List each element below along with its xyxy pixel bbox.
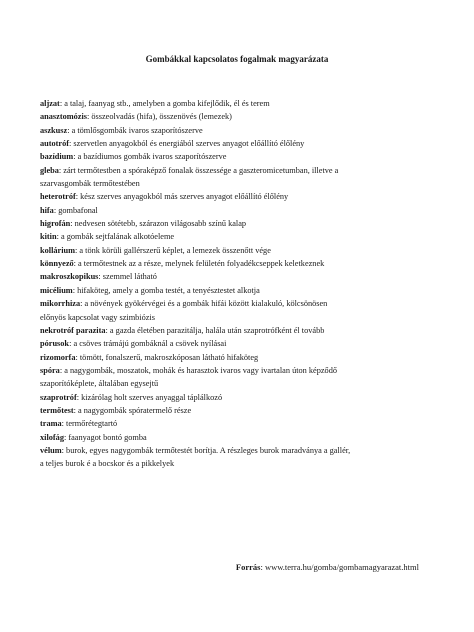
glossary-definition: a teljes burok é a bocskor és a pikkelyek [40, 459, 175, 469]
glossary-definition: : zárt termőtestben a spóraképző fonalak összessége a gaszteromicetumban, illetve a [58, 165, 339, 175]
glossary-term: szaprotróf [40, 392, 77, 402]
glossary-term: gleba [40, 165, 59, 175]
glossary-definition: : összeolvadás (hifa), összenövés (lemezek) [87, 112, 232, 122]
glossary-term: aszkusz [40, 125, 68, 135]
glossary-term: pórusok [40, 339, 70, 349]
glossary-definition: : a gombák sejtfalának alkotóeleme [56, 232, 175, 242]
glossary-entry [40, 351, 450, 364]
document-title: Gombákkal kapcsolatos fogalmak magyarázata [145, 54, 329, 64]
glossary-definition: : termőrétegtartó [61, 419, 118, 429]
glossary-definition: : a nagygombák spóratermelő része [73, 405, 192, 415]
glossary-definition: : a tömlősgombák ivaros szaporítószerve [67, 125, 203, 135]
glossary-definition: : burok, egyes nagygombák termőtestét borítja. A részleges burok maradványa a gallér, [61, 445, 351, 455]
glossary-term: könnyező [40, 259, 74, 269]
glossary-entry [40, 297, 450, 310]
glossary-entry [40, 270, 450, 283]
glossary-entry [40, 110, 450, 123]
glossary-definition: : faanyagot bontó gomba [63, 432, 147, 442]
glossary-entry [40, 217, 450, 230]
glossary-definition: : a növények gyökérvégei és a gombák hifái között kialakuló, kölcsönösen [80, 299, 328, 309]
glossary-term: kitin [40, 232, 57, 242]
glossary-definition: : hifaköteg, amely a gomba testét, a tenyésztestet alkotja [72, 285, 260, 295]
source-label: Forrás [235, 562, 261, 572]
glossary-entry-continuation [40, 177, 450, 190]
glossary-term: spóra [40, 365, 60, 375]
glossary-definition: : a tönk körüli gallérszerű képlet, a lemezek összenőtt vége [75, 245, 271, 255]
glossary-term: termőtest [40, 405, 74, 415]
glossary-term: aljzat [40, 99, 60, 108]
glossary-term: autotróf [40, 139, 70, 149]
glossary-entry-continuation [40, 377, 450, 390]
glossary-definition: előnyös kapcsolat vagy szimbiózis [40, 312, 155, 322]
glossary-entry [40, 230, 450, 243]
glossary-definition: szaporítóképlete, általában egysejtű [40, 379, 159, 389]
glossary-term: mikorrhiza [40, 299, 81, 309]
glossary-definition: : a gazda életében parazitálja, halála után szaprotrófként él tovább [105, 325, 325, 335]
glossary-entry [40, 324, 450, 337]
glossary-term: higrofán [40, 219, 71, 229]
glossary-term: anasztomózis [40, 112, 88, 122]
glossary-term: kollárium [40, 245, 76, 255]
glossary-entry [40, 137, 450, 150]
glossary-entry-continuation [40, 311, 450, 324]
glossary-definition: : szemmel látható [98, 272, 157, 282]
glossary-definition: : a talaj, faanyag stb., amelyben a gomba kifejlődik, él és terem [59, 99, 270, 108]
glossary-definition: : szervetlen anyagokból és energiából szerves anyagot előállító élőlény [69, 139, 305, 149]
glossary-entry [40, 444, 450, 457]
glossary-entry [40, 404, 450, 417]
glossary-definition: szarvasgombák termőtestében [40, 179, 140, 189]
glossary-entry-continuation [40, 457, 450, 470]
glossary-entry [40, 391, 450, 404]
glossary-term: trama [40, 419, 62, 429]
glossary-entry [40, 150, 450, 163]
source-line [236, 562, 419, 573]
glossary-entry [40, 431, 450, 444]
glossary-term: heterotróf [40, 192, 76, 202]
glossary-list [40, 97, 450, 471]
glossary-definition: : kész szerves anyagokból más szerves anyagot előállító élőlény [75, 192, 289, 202]
glossary-definition: : a termőtestnek az a része, melynek felületén folyadékcseppek keletkeznek [73, 259, 325, 269]
glossary-entry [40, 257, 450, 270]
glossary-entry [40, 190, 450, 203]
glossary-term: micélium [40, 285, 73, 295]
source-link[interactable]: www.terra.hu/gomba/gombamagyarazat.html [264, 562, 419, 572]
glossary-definition: : a nagygombák, moszatok, mohák és harasztok ivaros vagy ivartalan úton képződő [59, 365, 338, 375]
glossary-term: vélum [40, 445, 62, 455]
glossary-entry [40, 244, 450, 257]
glossary-definition: : nedvesen sötétebb, szárazon világosabb színű kalap [70, 219, 247, 229]
glossary-term: rizomorfa [40, 352, 76, 362]
glossary-entry [40, 284, 450, 297]
glossary-term: hifa [40, 205, 54, 215]
glossary-entry [40, 204, 450, 217]
glossary-definition: : tömött, fonalszerű, makroszkóposan látható hifaköteg [75, 352, 259, 362]
glossary-entry [40, 97, 450, 110]
glossary-term: makroszkopikus [40, 272, 99, 282]
glossary-definition: : gombafonal [53, 205, 98, 215]
glossary-entry [40, 124, 450, 137]
glossary-term: bazídium [40, 152, 74, 162]
glossary-definition: : a csöves trámájú gombáknál a csövek nyílásai [69, 339, 227, 349]
glossary-entry [40, 337, 450, 350]
glossary-entry [40, 164, 450, 177]
glossary-definition: : kizárólag holt szerves anyaggal táplálkozó [76, 392, 223, 402]
glossary-term: xilofág [40, 432, 64, 442]
glossary-entry [40, 417, 450, 430]
glossary-term: nekrotróf parazita [40, 325, 106, 335]
source-separator: : [260, 562, 263, 572]
glossary-definition: : a bazídiumos gombák ivaros szaporítószerve [73, 152, 227, 162]
glossary-entry [40, 364, 450, 377]
